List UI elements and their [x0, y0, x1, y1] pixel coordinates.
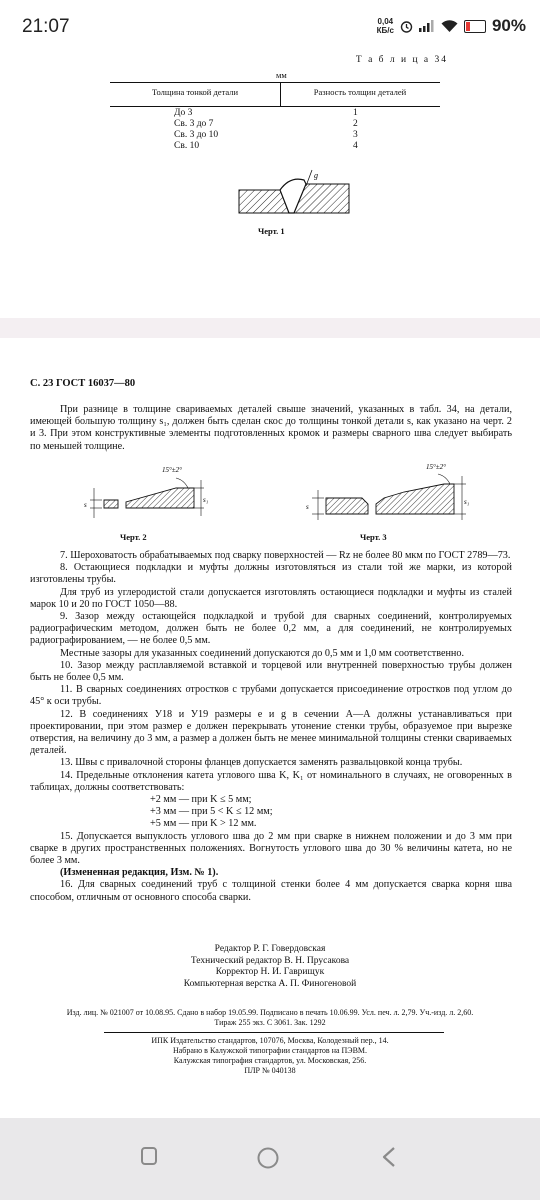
figure-caption: Черт. 3	[360, 532, 387, 542]
fig3-label-s: s	[306, 503, 309, 511]
table-caption: Т а б л и ц а 34	[355, 55, 448, 65]
fig3-label-s1: s₁	[464, 498, 470, 506]
table-top-rule	[110, 82, 440, 83]
imprint-line: ИПК Издательство стандартов, 107076, Москва, Колодезный пер., 14.	[151, 1036, 389, 1045]
fig2-angle-label: 15°±2°	[162, 466, 182, 474]
alarm-icon	[400, 20, 413, 33]
home-icon	[256, 1146, 280, 1170]
recents-icon	[140, 1146, 158, 1166]
imprint-line: ПЛР № 040138	[244, 1066, 296, 1075]
wifi-icon	[441, 20, 458, 33]
battery-icon	[464, 20, 486, 33]
paragraph-11: 11. В сварных соединениях отростков с трубами допускается присоединение отростков под углом до 45° к оси трубы.	[30, 684, 512, 708]
imprint-block	[14, 1036, 526, 1076]
paragraph-7: 7. Шероховатость обрабатываемых под сварку поверхностей — Rz не более 80 мкм по ГОСТ 2789—73.	[60, 550, 511, 561]
document-page-previous	[14, 40, 526, 318]
tolerance-item: +3 мм — при 5 < K ≤ 12 мм;	[150, 806, 273, 818]
back-icon	[380, 1146, 398, 1168]
network-speed: 0,04 КБ/с	[376, 17, 394, 35]
intro-paragraph: При разнице в толщине свариваемых деталей свыше значений, указанных в табл. 34, на детали, имеющей большую толщину s₁, должен быть сделан скос до толщины тонкой детали s, как указано на черт. 2 и 3. При этом конструктивные элементы подготовленных кромок и размеры сварного шва следует выбирать по меньшей толщине.	[30, 404, 512, 452]
table-cell: До 3	[174, 108, 193, 118]
table-cell: Св. 3 до 7	[174, 119, 214, 129]
table-cell: 3	[353, 130, 358, 140]
paragraph-13: 13. Швы с привалочной стороны фланцев допускается заменять развальцовкой конца трубы.	[60, 757, 463, 769]
imprint-line: Набрано в Калужской типографии стандартов на ПЭВМ.	[172, 1046, 368, 1055]
signal-icon	[419, 20, 435, 32]
credits-block	[14, 944, 526, 990]
body-text	[30, 550, 512, 904]
paragraph-14: 14. Предельные отклонения катета углового шва K, K₁ от номинального в случаях, не оговоренных в таблицах, должны соответствовать:	[30, 769, 512, 793]
paragraph-9-note: Местные зазоры для указанных соединений допускаются до 0,5 мм и 1,0 мм соответственно.	[60, 647, 465, 659]
tolerance-item: +2 мм — при K ≤ 5 мм;	[150, 794, 252, 806]
clock: 21:07	[22, 16, 70, 37]
paragraph-10: 10. Зазор между расплавляемой вставкой и торцевой или внутренней поверхностью трубы должен быть не более 0,5 мм.	[30, 659, 512, 684]
page-header: С. 23 ГОСТ 16037—80	[30, 378, 136, 389]
page-separator	[0, 318, 540, 338]
paragraph-15: 15. Допускается выпуклость углового шва до 2 мм при сварке в нижнем положении и до 3 мм при сварке в других пространственных положениях. Вогнутость углового шва до 30 % величины катета, но не более 3 мм.	[30, 830, 512, 867]
svg-text:g: g	[314, 171, 318, 180]
recents-button[interactable]	[140, 1146, 158, 1171]
document-page	[14, 338, 526, 1118]
paragraph-8: 8. Остающиеся подкладки и муфты должны изготовляться из стали той же марки, из которой изготовлены трубы.	[30, 562, 512, 586]
navigation-bar	[0, 1118, 540, 1200]
table-header-thickness: Толщина тонкой детали	[151, 87, 239, 97]
weld-drawing-fig1	[234, 168, 354, 218]
fig2-label-s1: s₁	[203, 496, 209, 504]
table-unit: мм	[276, 70, 287, 80]
tolerance-list	[30, 794, 512, 831]
table-cell: Св. 10	[174, 141, 200, 151]
bevel-drawing-fig3	[304, 460, 494, 522]
credit-line: Редактор Р. Г. Говердовская	[214, 944, 326, 954]
fig2-label-s: s	[84, 501, 87, 509]
table-header-difference: Разность толщин деталей	[313, 87, 407, 97]
back-button[interactable]	[380, 1146, 398, 1173]
print-run: Тираж 255 экз. С 3061. Зак. 1292	[214, 1018, 326, 1027]
paragraph-9: 9. Зазор между остающейся подкладкой и трубой для сварных соединений, контролируемых радиографическим методом, должен быть не более 0,2 мм, а для соединений, не контролируемых радиографированием, — не более 0,5 мм.	[30, 611, 512, 647]
fig3-angle-label: 15°±2°	[426, 463, 446, 471]
figure-caption: Черт. 1	[258, 226, 285, 236]
imprint-rule	[104, 1032, 444, 1033]
table-cell: 4	[353, 141, 358, 151]
table-cell: 2	[353, 119, 358, 129]
paragraph-12: 12. В соединениях У18 и У19 размеры e и g в сечении А—А должны устанавливаться при проектировании, при этом размер e должен перекрывать утонение стенки трубы, образуемое при вырезке отверстия, на величину до 3 мм, а размер a должен быть не менее минимальной толщины стенки свариваемых деталей.	[30, 708, 512, 757]
credit-line: Корректор Н. И. Гаврищук	[215, 967, 325, 977]
battery-percent: 90%	[491, 16, 526, 35]
paragraph-8-note: Для труб из углеродистой стали допускается изготовлять остающиеся подкладки и муфты из сталей марок 10 и 20 по ГОСТ 1050—88.	[30, 586, 512, 610]
table-cell: Св. 3 до 10	[174, 130, 219, 140]
amendment-note: (Измененная редакция, Изм. № 1).	[60, 867, 219, 879]
tolerance-item: +5 мм — при K > 12 мм.	[150, 818, 257, 830]
figure-caption: Черт. 2	[120, 532, 147, 542]
table-header-rule	[110, 106, 440, 107]
bevel-drawing-fig2	[76, 460, 256, 520]
credit-line: Компьютерная верстка А. П. Финогеновой	[183, 978, 357, 989]
home-button[interactable]	[256, 1146, 280, 1175]
imprint-line: Калужская типография стандартов, ул. Московская, 256.	[173, 1056, 367, 1065]
credit-line: Технический редактор В. Н. Прусакова	[190, 955, 350, 966]
status-icons	[377, 16, 526, 36]
paragraph-16: 16. Для сварных соединений труб с толщиной стенки более 4 мм допускается сварка корня шва способом, отличным от основного способа сварки.	[30, 879, 512, 903]
publishing-line: Изд. лиц. № 021007 от 10.08.95. Сдано в набор 19.05.99. Подписано в печать 10.06.99. Усл. печ. л. 2,79. Уч.-изд. л. 2,60.	[66, 1008, 474, 1017]
publishing-info	[14, 1008, 526, 1028]
table-cell: 1	[353, 108, 358, 118]
